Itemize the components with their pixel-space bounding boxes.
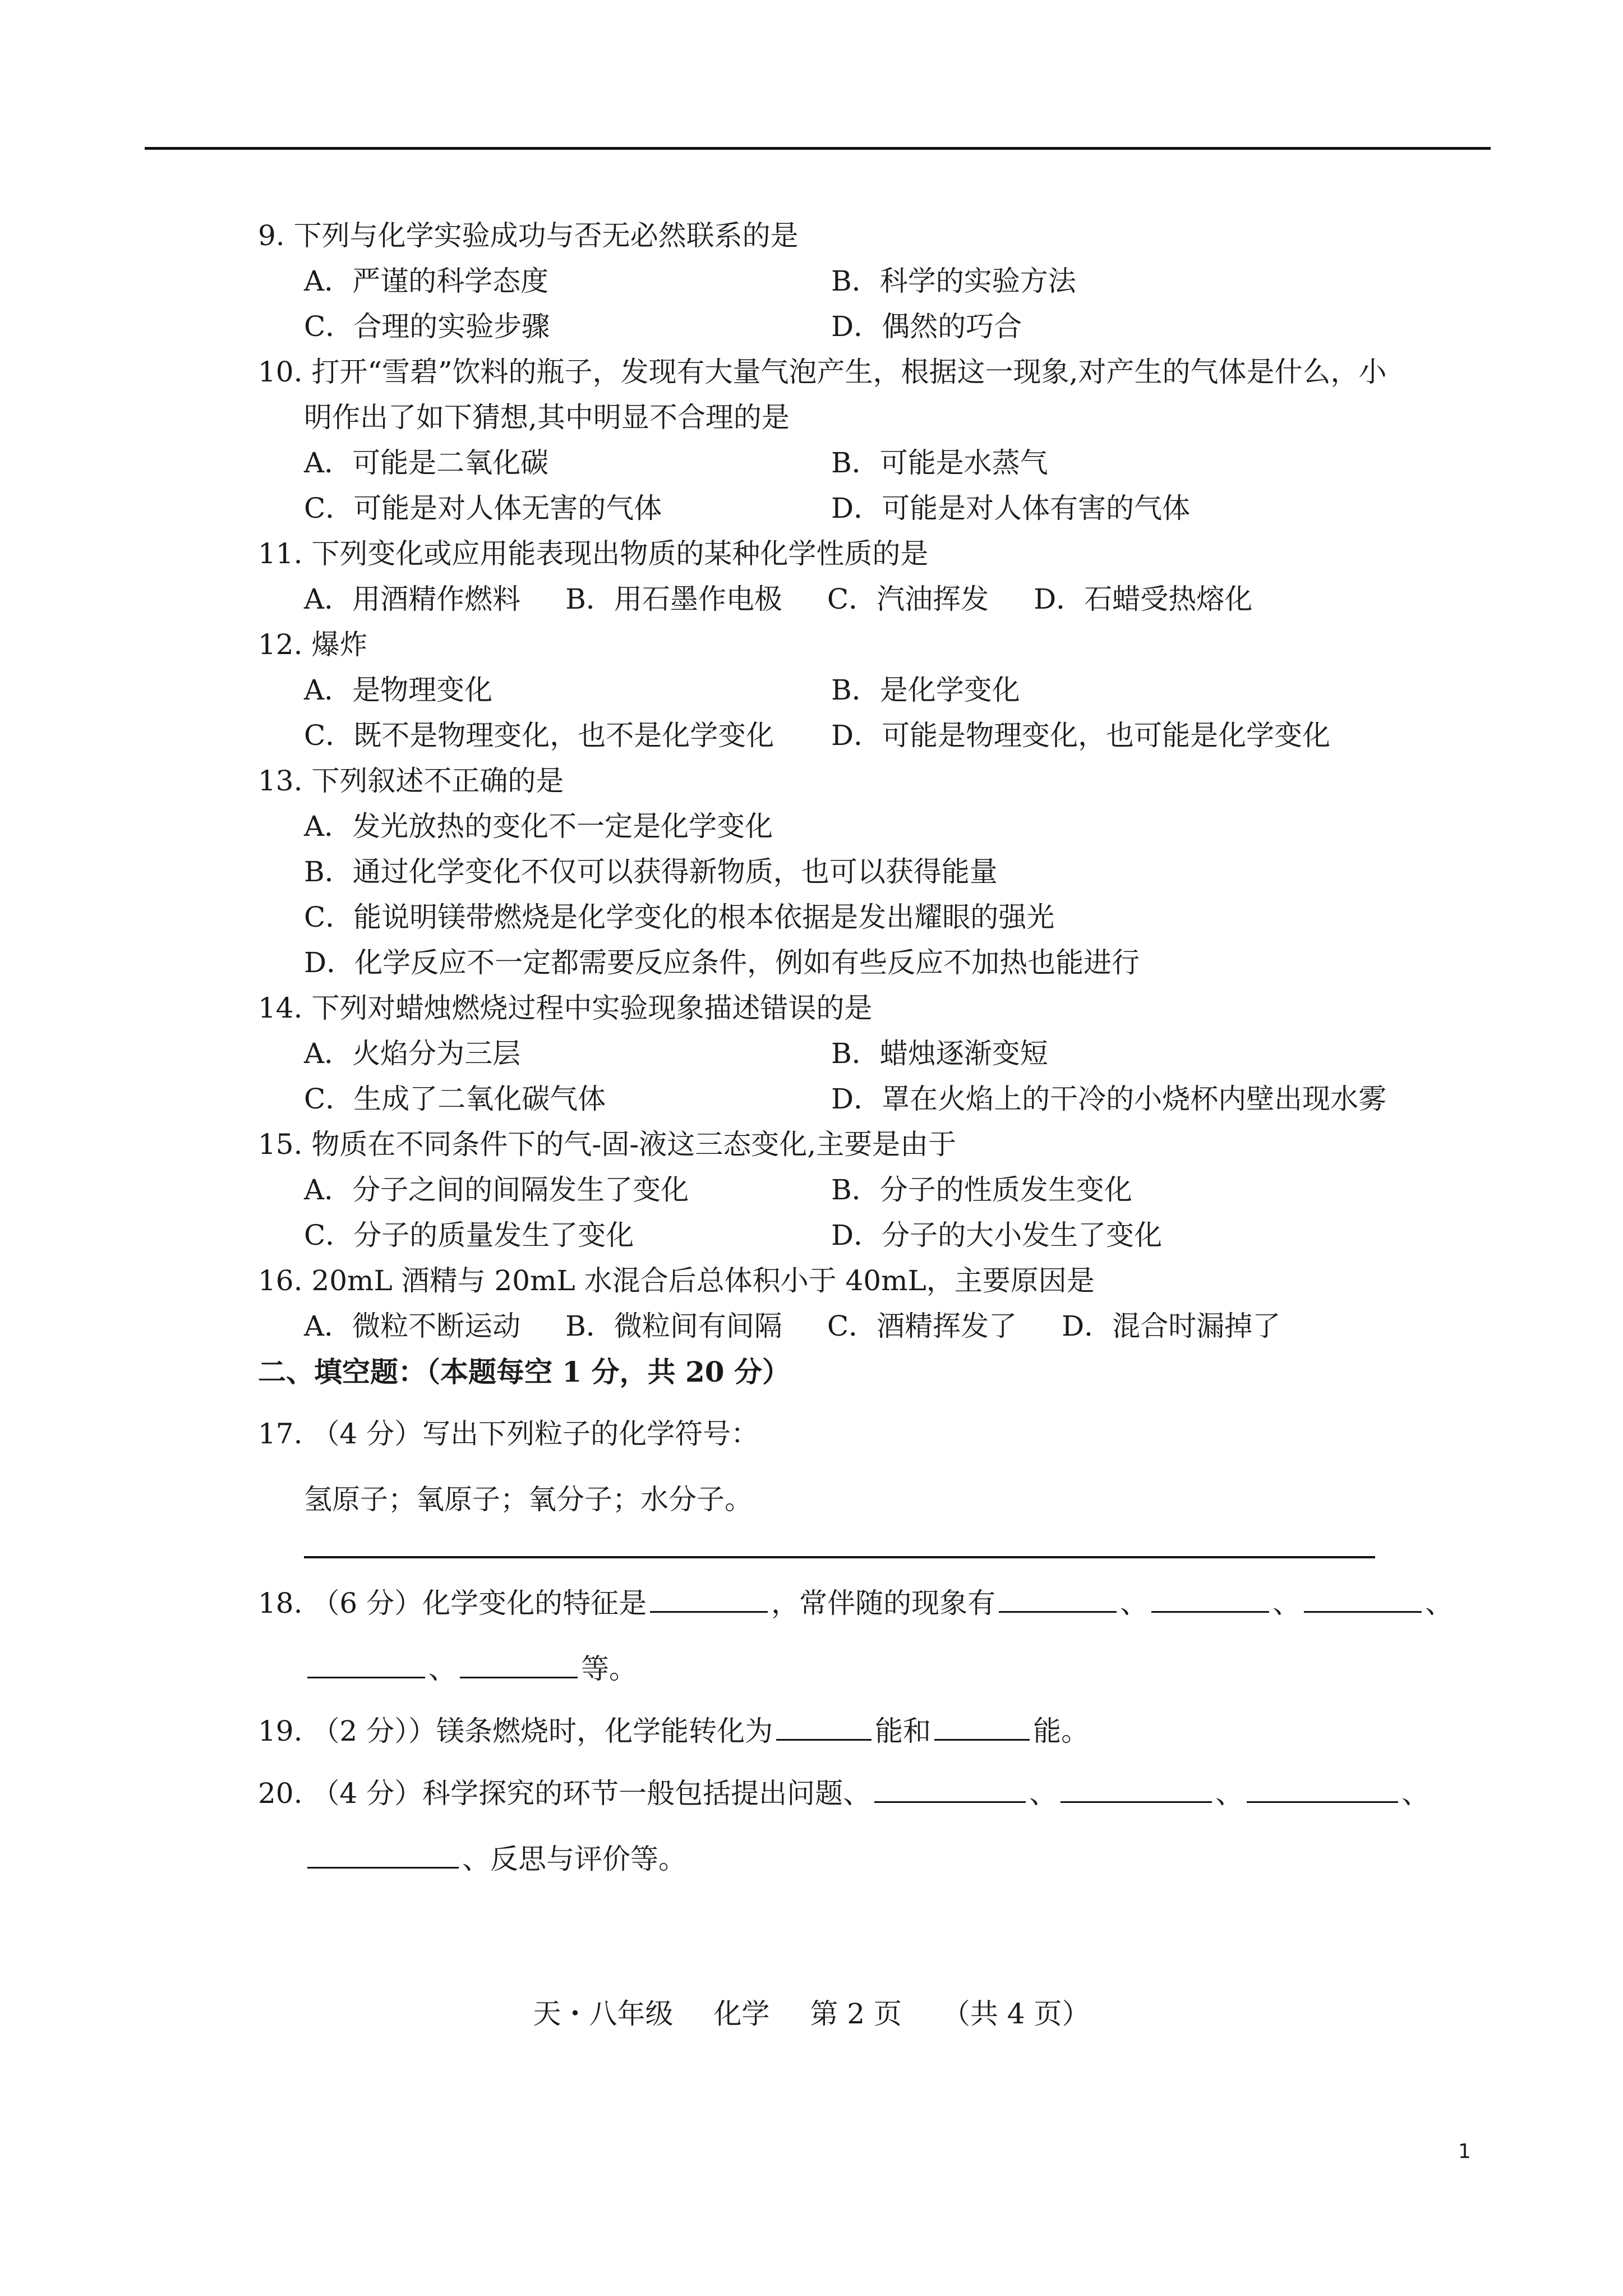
question-stem — [258, 349, 1436, 395]
question-11 — [258, 531, 1436, 622]
page-number: 1 — [1458, 2140, 1471, 2163]
footer-page: 第 2 页 — [810, 1998, 902, 2030]
question-stem — [258, 1258, 1436, 1304]
exam-content — [258, 213, 1454, 1882]
question-16 — [258, 1258, 1436, 1349]
separator: 、 — [428, 1653, 457, 1685]
separator: 、 — [1120, 1587, 1149, 1619]
options-row — [258, 1076, 1436, 1122]
question-text: ，常伴随的现象有 — [771, 1587, 996, 1619]
question-text: 能和 — [875, 1715, 932, 1747]
page-footer — [0, 1991, 1623, 2032]
options-row — [258, 668, 1436, 713]
question-number: 17. — [258, 1418, 303, 1450]
option-d[interactable]: D．分子的大小发生了变化 — [831, 1219, 1163, 1251]
separator: 、 — [1215, 1777, 1244, 1810]
option-b[interactable]: B．分子的性质发生变化 — [831, 1174, 1132, 1206]
options-row — [258, 1304, 1436, 1349]
question-stem — [258, 531, 1436, 577]
option-a[interactable]: A．严谨的科学态度 — [304, 265, 549, 297]
options-row — [258, 1167, 1436, 1213]
question-number: 13. — [258, 765, 303, 797]
question-13 — [258, 758, 1436, 986]
options-row — [258, 486, 1436, 531]
option-b[interactable]: B．微粒间有间隔 — [565, 1310, 782, 1342]
option-b[interactable]: B．科学的实验方法 — [831, 265, 1076, 297]
question-text: （2 分））镁条燃烧时，化学能转化为 — [311, 1715, 773, 1747]
option-a[interactable]: A．火焰分为三层 — [304, 1037, 521, 1070]
question-17-items: 氢原子；氧原子；氧分子；水分子。 — [304, 1483, 753, 1516]
option-b[interactable]: B．蜡烛逐渐变短 — [831, 1037, 1048, 1070]
options-row — [258, 259, 1436, 304]
question-stem — [258, 986, 1436, 1031]
question-18-continued — [258, 1646, 1436, 1692]
option-d[interactable]: D．可能是物理变化，也可能是化学变化 — [831, 719, 1331, 752]
option-c[interactable]: C．汽油挥发 — [827, 583, 989, 615]
question-number: 9. — [258, 219, 285, 252]
option-c[interactable]: C．生成了二氧化碳气体 — [304, 1083, 606, 1115]
question-17 — [258, 1411, 1436, 1558]
answer-blank[interactable] — [1151, 1589, 1269, 1613]
option-b[interactable]: B．是化学变化 — [831, 674, 1020, 706]
question-15 — [258, 1122, 1436, 1258]
answer-blank[interactable] — [650, 1589, 768, 1613]
question-12 — [258, 622, 1436, 758]
answer-blank[interactable] — [934, 1717, 1030, 1741]
question-text: （6 分）化学变化的特征是 — [311, 1587, 647, 1619]
option-a[interactable]: A．分子之间的间隔发生了变化 — [304, 1174, 689, 1206]
option-d[interactable]: D．偶然的巧合 — [831, 310, 1022, 343]
option-b[interactable]: B．通过化学变化不仅可以获得新物质，也可以获得能量 — [304, 855, 998, 888]
question-18 — [258, 1581, 1454, 1692]
separator: 、 — [1425, 1587, 1454, 1619]
option-d[interactable]: D．石蜡受热熔化 — [1034, 583, 1253, 615]
question-text: （4 分）写出下列粒子的化学符号： — [311, 1418, 759, 1450]
answer-line[interactable] — [304, 1556, 1375, 1558]
option-d[interactable]: D．混合时漏掉了 — [1062, 1310, 1281, 1342]
option-c[interactable]: C．酒精挥发了 — [827, 1310, 1017, 1342]
options-row — [258, 1213, 1436, 1258]
question-10 — [258, 349, 1436, 531]
top-rule — [145, 147, 1491, 150]
footer-subject: 化学 — [713, 1998, 770, 2030]
question-text: 能。 — [1033, 1715, 1090, 1747]
option-a[interactable]: A．用酒精作燃料 — [304, 583, 521, 615]
option-a[interactable]: A．是物理变化 — [304, 674, 493, 706]
answer-blank[interactable] — [999, 1589, 1117, 1613]
answer-blank[interactable] — [460, 1654, 578, 1678]
question-20 — [258, 1771, 1436, 1882]
question-stem — [258, 758, 1436, 804]
option-a[interactable]: A．发光放热的变化不一定是化学变化 — [304, 810, 773, 843]
answer-blank[interactable] — [1061, 1779, 1212, 1803]
options-row — [258, 577, 1436, 622]
question-9 — [258, 213, 1436, 349]
question-number: 10. — [258, 356, 303, 388]
options-row — [258, 304, 1436, 349]
question-14 — [258, 986, 1436, 1122]
footer-total-pages: （共 4 页） — [942, 1998, 1090, 2030]
answer-blank[interactable] — [307, 1844, 459, 1869]
question-number: 14. — [258, 992, 303, 1024]
question-text: 下列对蜡烛燃烧过程中实验现象描述错误的是 — [311, 992, 873, 1024]
option-a[interactable]: A．微粒不断运动 — [304, 1310, 521, 1342]
question-number: 18. — [258, 1587, 303, 1619]
separator: 、 — [1401, 1777, 1430, 1810]
question-text: 、反思与评价等。 — [462, 1843, 686, 1875]
question-19 — [258, 1709, 1436, 1754]
answer-blank[interactable] — [1304, 1589, 1422, 1613]
option-c[interactable]: C．能说明镁带燃烧是化学变化的根本依据是发出耀眼的强光 — [304, 901, 1055, 933]
question-number: 19. — [258, 1715, 303, 1747]
question-text-continued: 明作出了如下猜想,其中明显不合理的是 — [304, 401, 790, 434]
separator: 、 — [1272, 1587, 1301, 1619]
answer-blank[interactable] — [776, 1717, 872, 1741]
option-c[interactable]: C．可能是对人体无害的气体 — [304, 492, 662, 524]
question-number: 20. — [258, 1777, 303, 1810]
options-row — [258, 1031, 1436, 1076]
multiple-choice-section — [258, 213, 1436, 1349]
option-c[interactable]: C．合理的实验步骤 — [304, 310, 550, 343]
separator: 、 — [1029, 1777, 1058, 1810]
question-text: （4 分）科学探究的环节一般包括提出问题、 — [311, 1777, 872, 1810]
question-number: 11. — [258, 537, 303, 570]
question-number: 16. — [258, 1264, 303, 1297]
question-text: 物质在不同条件下的气-固-液这三态变化,主要是由于 — [311, 1128, 957, 1161]
option-d[interactable]: D．罩在火焰上的干冷的小烧杯内壁出现水雾 — [831, 1083, 1387, 1115]
answer-blank[interactable] — [307, 1654, 425, 1678]
question-text: 等。 — [581, 1653, 637, 1685]
question-stem — [258, 213, 1436, 259]
option-c[interactable]: C．分子的质量发生了变化 — [304, 1219, 634, 1251]
question-text: 20mL 酒精与 20mL 水混合后总体积小于 40mL，主要原因是 — [311, 1264, 1095, 1297]
answer-blank[interactable] — [874, 1779, 1026, 1803]
question-text: 下列与化学实验成功与否无必然联系的是 — [293, 219, 799, 252]
option-d[interactable]: D．可能是对人体有害的气体 — [831, 492, 1191, 524]
options-row — [258, 440, 1436, 486]
question-stem — [258, 622, 1436, 668]
option-d[interactable]: D．化学反应不一定都需要反应条件，例如有些反应不加热也能进行 — [304, 946, 1140, 979]
options-list — [258, 804, 1436, 986]
question-number: 12. — [258, 628, 303, 661]
options-row — [258, 713, 1436, 758]
question-stem — [258, 1122, 1436, 1167]
option-a[interactable]: A．可能是二氧化碳 — [304, 447, 549, 479]
question-number: 15. — [258, 1128, 303, 1161]
question-20-continued — [258, 1837, 1436, 1882]
question-text: 下列变化或应用能表现出物质的某种化学性质的是 — [311, 537, 929, 570]
answer-blank[interactable] — [1247, 1779, 1398, 1803]
question-text: 爆炸 — [311, 628, 368, 661]
question-text: 打开“雪碧”饮料的瓶子，发现有大量气泡产生，根据这一现象,对产生的气体是什么，小 — [311, 356, 1387, 388]
section-heading-fill-in: 二、填空题：（本题每空 1 分，共 20 分） — [258, 1355, 790, 1388]
option-b[interactable]: B．用石墨作电极 — [565, 583, 782, 615]
footer-grade: 天・八年级 — [533, 1998, 674, 2030]
question-text: 下列叙述不正确的是 — [311, 765, 564, 797]
option-b[interactable]: B．可能是水蒸气 — [831, 447, 1048, 479]
option-c[interactable]: C．既不是物理变化，也不是化学变化 — [304, 719, 774, 752]
